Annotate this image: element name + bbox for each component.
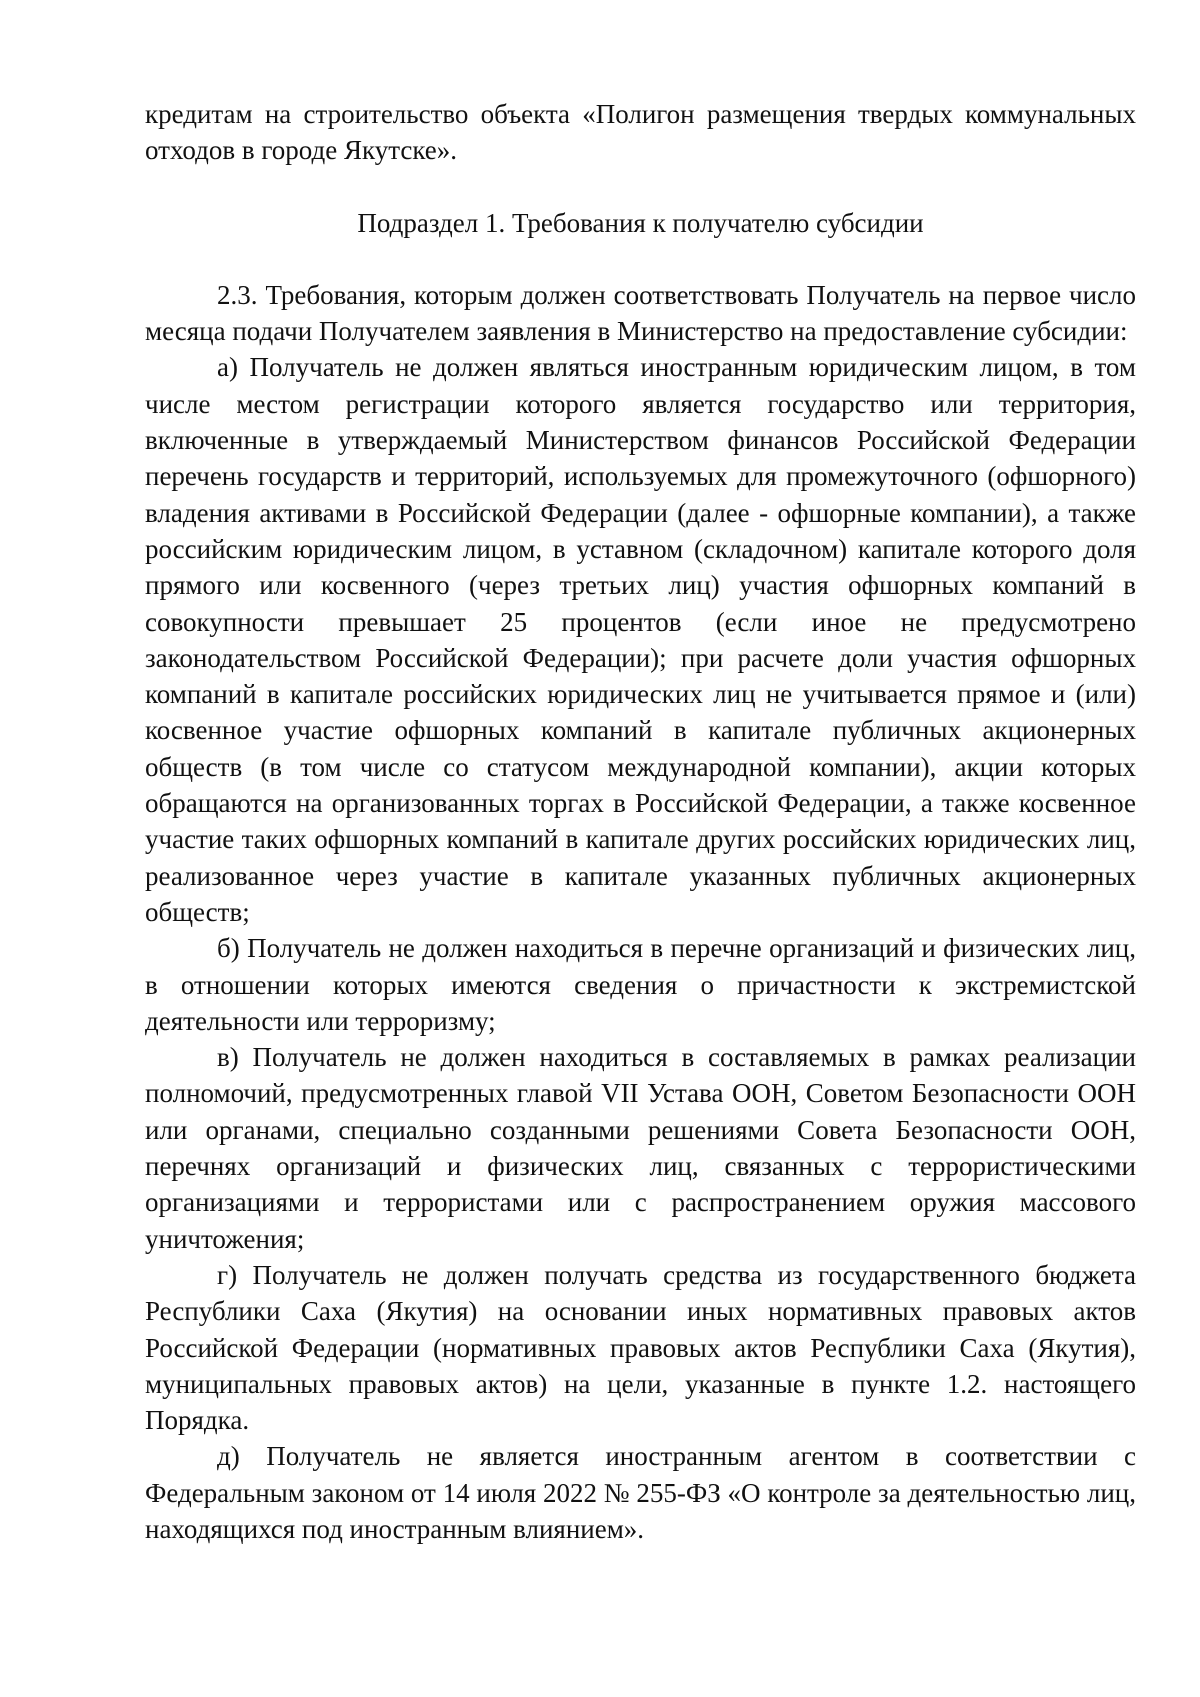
clause-2-3: 2.3. Требования, которым должен соответствовать Получатель на первое число месяца подачи Получателем заявления в Министерство на предоставление субсидии: [145,279,1136,347]
item-b: б) Получатель не должен находиться в перечне организаций и физических лиц, в отношении которых имеются сведения о причастности к экстремистской деятельности или терроризму; [145,933,1136,1036]
subsection-title: Подраздел 1. Требования к получателю субсидии [357,207,924,238]
item-g: г) Получатель не должен получать средства из государственного бюджета Республики Саха (Якутия) на основании иных нормативных правовых актов Российской Федерации (нормативных правовых актов Республики Саха (Якутия), муниципальных правовых актов) на цели, указанные в пункте 1.2. настоящего Порядка. [145,1259,1136,1436]
item-v: в) Получатель не должен находиться в составляемых в рамках реализации полномочий, предусмотренных главой VII Устава ООН, Советом Безопасности ООН или органами, специально созданными решениями Совета Безопасности ООН, перечнях организаций и физических лиц, связанных с террористическими организациями и террористами или с распространением оружия массового уничтожения; [145,1042,1136,1254]
item-a: а) Получатель не должен являться иностранным юридическим лицом, в том числе местом регистрации которого является государство или территория, включенные в утверждаемый Министерством финансов Российской Федерации перечень государств и территорий, используемых для промежуточного (офшорного) владения активами в Российской Федерации (далее - офшорные компании), а также российским юридическим лицом, в уставном (складочном) капитале которого доля прямого или косвенного (через третьих лиц) участия офшорных компаний в совокупности превышает 25 процентов (если иное не предусмотрено законодательством Российской Федерации); при расчете доли участия офшорных компаний в капитале российских юридических лиц не учитывается прямое и (или) косвенное участие офшорных компаний в капитале публичных акционерных обществ (в том числе со статусом международной компании), акции которых обращаются на организованных торгах в Российской Федерации, а также косвенное участие таких офшорных компаний в капитале других российских юридических лиц, реализованное через участие в капитале указанных публичных акционерных обществ; [145,352,1136,927]
item-d: д) Получатель не является иностранным агентом в соответствии с Федеральным законом от 14 июля 2022 № 255-ФЗ «О контроле за деятельностью лиц, находящихся под иностранным влиянием». [145,1441,1136,1544]
intro-paragraph: кредитам на строительство объекта «Полигон размещения твердых коммунальных отходов в городе Якутске». [145,99,1136,166]
document-page [145,96,1136,1547]
